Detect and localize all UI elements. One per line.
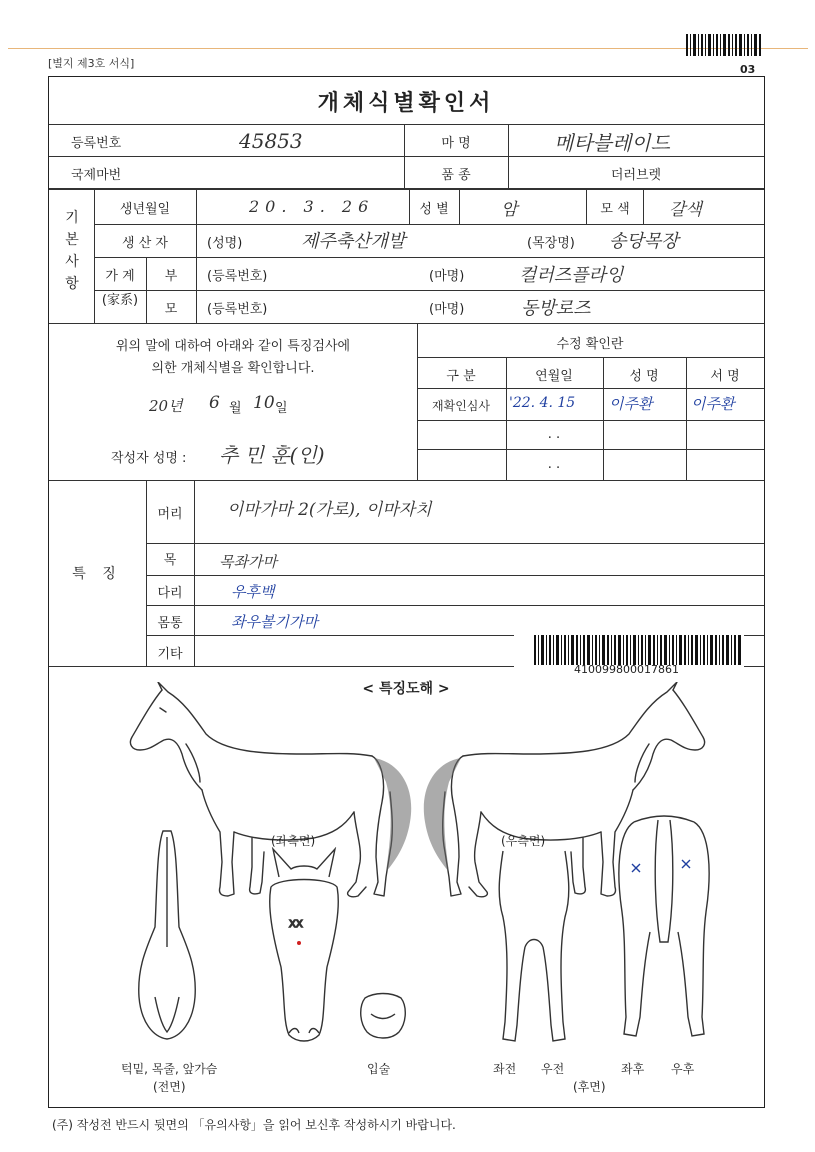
confirm-date-day: 10 [253, 393, 275, 413]
dam-name-sub: (마명) [429, 302, 465, 317]
lips-caption: 입술 [367, 1062, 391, 1076]
svg-text:XX: XX [289, 919, 303, 930]
sire-value: 컬러즈플라잉 [519, 265, 624, 286]
amend-title: 수정 확인란 [556, 337, 624, 352]
amend-row1-name: 이주환 [609, 395, 653, 413]
rear-caption: (후면) [573, 1080, 606, 1094]
horse-chest-front-figure [127, 827, 207, 1047]
writer-value: 추 민 훈(인) [219, 443, 325, 467]
barcode-label [514, 632, 744, 676]
legs-value: 우후백 [231, 583, 275, 601]
reg-no-label: 등록번호 [71, 136, 122, 151]
front-caption: (전면) [153, 1080, 186, 1094]
body-label: 몸통 [157, 616, 183, 631]
confirm-date-month: 6 [209, 393, 220, 413]
horse-front-legs-figure [489, 847, 579, 1047]
left-side-caption: (좌측면) [271, 834, 316, 848]
left-hind-caption: 좌후 [621, 1062, 645, 1076]
confirm-text-line2: 의한 개체식별을 확인합니다. [151, 361, 315, 376]
confirm-text-line1: 위의 말에 대하여 아래와 같이 특징검사에 [115, 339, 351, 354]
sex-label: 성 별 [419, 202, 449, 217]
head-value: 이마가마 2(가로), 이마자치 [227, 500, 432, 520]
farm-label: (목장명) [527, 236, 575, 251]
dam-reg-sub: (등록번호) [207, 302, 268, 317]
intl-no-label: 국제마번 [71, 168, 122, 183]
barcode-bars [534, 635, 742, 665]
right-hind-caption: 우후 [671, 1062, 695, 1076]
barcode-number: 410099800017861 [574, 663, 679, 676]
sex-value: 암 [501, 200, 518, 220]
amend-col-name: 성 명 [629, 369, 659, 384]
form-reference: [별지 제3호 서식] [48, 57, 135, 70]
color-value: 갈색 [669, 200, 702, 220]
amend-row3-dots: . . [547, 457, 561, 472]
right-front-caption: 우전 [541, 1062, 565, 1076]
month-label: 월 [229, 401, 242, 416]
producer-name-sub: (성명) [207, 236, 243, 251]
top-barcode [686, 34, 762, 56]
horse-name-value: 메타블레이드 [554, 131, 670, 155]
day-label: 일 [275, 401, 288, 416]
other-label: 기타 [157, 647, 183, 662]
producer-value: 제주축산개발 [301, 231, 406, 252]
body-value: 좌우볼기가마 [231, 613, 318, 631]
amend-row2-dots: . . [547, 427, 561, 442]
sire-label: 부 [164, 269, 178, 284]
footnote: (주) 작성전 반드시 뒷면의 「유의사항」을 읽어 보신후 작성하시기 바랍니다. [52, 1118, 456, 1132]
amend-col-sign: 서 명 [710, 369, 740, 384]
dam-value: 동방로즈 [521, 298, 591, 319]
horse-rear-figure [614, 812, 714, 1042]
producer-label: 생 산 자 [122, 236, 168, 251]
birth-value: 20. 3. 26 [249, 197, 375, 216]
amend-row1-sign: 이주환 [691, 395, 735, 413]
amend-row1-date: '22. 4. 15 [509, 395, 576, 411]
amend-col-date: 연월일 [535, 369, 573, 384]
color-label: 모 색 [600, 202, 630, 217]
sire-name-sub: (마명) [429, 269, 465, 284]
horse-name-label: 마 명 [441, 136, 471, 151]
reg-no-value: 45853 [239, 129, 303, 153]
features-section-label: 특 징 [72, 566, 122, 582]
form-title: 개체식별확인서 [317, 91, 495, 116]
breed-value: 더러브렛 [610, 168, 662, 183]
right-side-caption: (우측면) [501, 834, 546, 848]
basic-section-label: 기본사항 [65, 210, 79, 292]
writer-label: 작성자 성명 : [111, 451, 187, 466]
page-number: 03 [740, 63, 756, 76]
sire-reg-sub: (등록번호) [207, 269, 268, 284]
diagram-title: < 특징도해 > [362, 681, 450, 697]
lineage-label: 가 계 [105, 269, 135, 284]
lineage-sub: (家系) [101, 293, 139, 308]
breed-label: 품 종 [441, 168, 471, 183]
amend-col-type: 구 분 [446, 369, 476, 384]
dam-label: 모 [164, 302, 178, 317]
legs-label: 다리 [157, 586, 183, 601]
neck-value: 목좌가마 [219, 553, 277, 571]
chest-caption: 턱밑, 목줄, 앞가슴 [121, 1062, 218, 1076]
head-label: 머리 [157, 507, 183, 522]
confirm-date-year: 20년 [149, 397, 183, 415]
left-front-caption: 좌전 [493, 1062, 517, 1076]
birth-label: 생년월일 [119, 202, 171, 217]
amend-row1-type: 재확인심사 [432, 399, 490, 413]
neck-label: 목 [163, 553, 177, 568]
identification-form [48, 76, 765, 1108]
farm-value: 송당목장 [609, 231, 679, 252]
horse-lips-figure [355, 992, 410, 1042]
horse-head-front-figure [259, 847, 349, 1047]
